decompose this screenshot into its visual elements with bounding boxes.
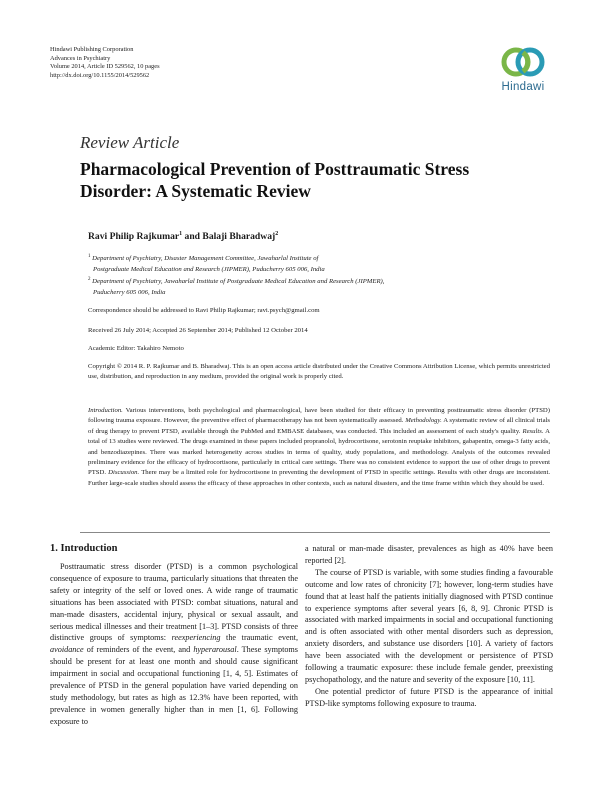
article-title: Pharmacological Prevention of Posttraumatic Stress Disorder: A Systematic Review	[80, 159, 470, 201]
affiliation-text: Department of Psychiatry, Disaster Management Committee, Jawaharlal Institute of	[92, 255, 319, 263]
affiliation-line	[88, 252, 548, 265]
abstract-label: Introduction.	[88, 407, 123, 414]
affiliation-mark: 1	[179, 231, 183, 237]
affiliation-line: Puducherry 605 006, India	[93, 288, 166, 296]
author-name[interactable]: Balaji Bharadwaj	[202, 231, 276, 243]
author-list	[88, 231, 278, 242]
hindawi-rings-icon	[499, 42, 547, 82]
paragraph	[50, 561, 298, 728]
paragraph-text: of reminders of the event, and	[83, 645, 194, 655]
abstract-text: A total of 13 studies were reviewed. The drugs examined in these papers included propranolol, hydrocortisone, serotonin reuptake inhibitors, gabapentin, omega-3 fatty acids, and benzodiazepines. There was marked heterogeneity across studies in terms of quality, study populations, and methodology. Analysis of the outcomes revealed preliminary evidence for the efficacy of hydrocortisone, particularly in critical care settings. There was no consistent evidence to support the use of other drugs to prevent PTSD.	[88, 427, 550, 477]
emphasis: reexperiencing	[171, 633, 221, 643]
hindawi-logo	[492, 42, 554, 104]
affiliations	[88, 252, 548, 298]
author-name[interactable]: Ravi Philip Rajkumar	[88, 231, 180, 243]
abstract-label: Results.	[522, 427, 544, 435]
article-type: Review Article	[80, 133, 180, 152]
doi-link[interactable]: http://dx.doi.org/10.1155/2014/529562	[50, 71, 150, 79]
publication-dates: Received 26 July 2014; Accepted 26 September 2014; Published 12 October 2014	[88, 327, 308, 334]
copyright-notice: Copyright © 2014 R. P. Rajkumar and B. Bharadwaj. This is an open access article distributed under the Creative Commons Attribution License, which permits unrestricted use, distribution, and reproduction in any medium, provided the original work is properly cited.	[88, 363, 550, 381]
abstract-text: A systematic review of all clinical trials of drug therapy to prevent PTSD, available through the PubMed and EMBASE databases, was conducted. This included an assessment of each study's quality.	[88, 417, 550, 435]
body-column-left	[50, 561, 298, 728]
logo-wordmark: Hindawi	[501, 81, 545, 93]
author-conjunction: and	[182, 231, 203, 243]
paragraph: The course of PTSD is variable, with some studies finding a favourable outcome and low rates of chronicity [7]; however, long-term studies have found that at least half the patients initially diagnosed with PTSD continue to experience symptoms after several years [6, 8, 9]. Chronic PTSD is associated with marked impairments in social and occupational functioning and is often associated with other mental disorders such as depression, anxiety disorders, and substance use disorders [10]. A variety of factors have been associated with the development or persistence of PTSD following a traumatic exposure: these include female gender, preexisting psychopathology, and the nature and severity of the exposure [10, 11].	[305, 567, 553, 684]
publication-info	[50, 46, 160, 80]
body-column-right	[305, 543, 553, 710]
affiliation-line	[88, 275, 548, 288]
affiliation-mark: 2	[88, 277, 91, 283]
affiliation-mark: 1	[88, 254, 91, 259]
paragraph-text: the traumatic event,	[220, 633, 298, 643]
correspondence: Correspondence should be addressed to Ravi Philip Rajkumar; ravi.psych@gmail.com	[88, 307, 320, 314]
emphasis: hyperarousal	[193, 645, 237, 655]
abstract-text: Various interventions, both psychological and pharmacological, have been studied for their efficacy in preventing posttraumatic stress disorder (PTSD) following trauma exposure. However, the preventive effect of pharmacotherapy has not been systematically assessed.	[88, 407, 550, 425]
academic-editor: Academic Editor: Takahiro Nemoto	[88, 345, 184, 352]
emphasis: avoidance	[50, 645, 84, 655]
section-heading: 1. Introduction	[50, 543, 118, 554]
abstract-label: Discussion.	[108, 469, 140, 477]
abstract-text: There may be a limited role for hydrocortisone in preventing the development of PTSD in specific settings. Results with other drugs are inconsistent. Further large-scale studies should assess the efficacy of these approaches in other contexts, such as natural disasters, and the time frame within which they should be used.	[88, 469, 550, 487]
section-divider	[80, 532, 550, 533]
abstract-label: Methodology.	[405, 417, 442, 425]
affiliation-mark: 2	[275, 231, 279, 237]
affiliation-line: Postgraduate Medical Education and Research (JIPMER), Puducherry 605 006, India	[93, 265, 325, 273]
publisher-name: Hindawi Publishing Corporation	[50, 46, 134, 53]
affiliation-text: Department of Psychiatry, Jawaharlal Institute of Postgraduate Medical Education and Research (JIPMER),	[92, 278, 385, 286]
paragraph: One potential predictor of future PTSD is the appearance of initial PTSD-like symptoms following exposure to trauma.	[305, 686, 553, 708]
paragraph-text: Posttraumatic stress disorder (PTSD) is a common psychological consequence of exposure to trauma, particularly situations that threaten the safety or integrity of the self or loved ones. A wide range of traumatic situations has been associated with PTSD: combat situations, natural and man-made disasters, accidental injury, physical or sexual assault, and serious medical illnesses and their treatment [1–3]. PTSD consists of three distinctive groups of symptoms:	[50, 562, 298, 643]
abstract	[88, 406, 550, 489]
paragraph: a natural or man-made disaster, prevalences as high as 40% have been reported [2].	[305, 544, 553, 565]
journal-name: Advances in Psychiatry	[50, 54, 111, 62]
paragraph-text: . These symptoms should be present for at least one month and should cause significant impairment in social and occupational functioning [1, 4, 5]. Estimates of prevalence of PTSD in the general population have varied depending on study methodology, but rates as high as 12.3% have been reported, with prevalence in women generally higher than in men [1, 6]. Following exposure to	[50, 645, 298, 726]
volume-info: Volume 2014, Article ID 529562, 10 pages	[50, 63, 160, 71]
